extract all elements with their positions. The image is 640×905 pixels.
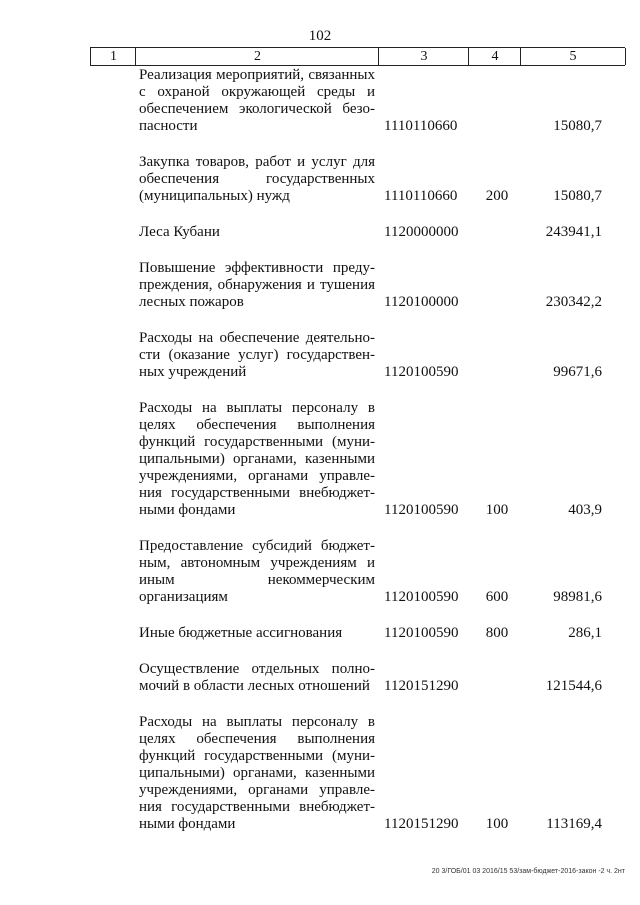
row-code: 1120100000 (384, 294, 459, 310)
row-code: 1110110660 (384, 118, 458, 134)
row-code: 1120100590 (384, 589, 459, 605)
table-row (0, 260, 640, 311)
row-description: Леса Кубани (139, 224, 220, 240)
header-col-3: 3 (378, 48, 469, 65)
row-description: Расходы на выплаты персоналу в целях обеспечения выполнения функций государственными (муни-ципальными) органами, казенными учреждениями, органами управле-ния государственными внебюджет-ными фондами (139, 400, 375, 518)
row-code: 1120100590 (384, 364, 459, 380)
row-amount: 230342,2 (545, 294, 602, 310)
footer-note: 20 3/ГОБ/01 03 2016/15 53/зам-бюджет-2016-закон -2 ч. 2нт (431, 868, 625, 875)
header-col-5: 5 (520, 48, 626, 65)
row-amount: 113169,4 (546, 816, 602, 832)
row-description: Предоставление субсидий бюджет-ным, автономным учреждениям и иным некоммерческим организациям (139, 538, 375, 605)
row-description: Расходы на выплаты персоналу в целях обеспечения выполнения функций государственными (муни-ципальными) органами, казенными учреждениями, органами управле-ния государственными внебюджет-ными фондами (139, 714, 375, 832)
row-expense-type: 800 (485, 625, 509, 641)
row-amount: 98981,6 (553, 589, 602, 605)
row-code: 1120100590 (384, 502, 459, 518)
row-description: Закупка товаров, работ и услуг для обеспечения государственных (муниципальных) нужд (139, 154, 375, 204)
row-code: 1110110660 (384, 188, 458, 204)
table-header (90, 47, 625, 66)
row-amount: 243941,1 (545, 224, 602, 240)
table-row (0, 661, 640, 695)
header-col-1: 1 (90, 48, 136, 65)
table-row (0, 714, 640, 833)
row-amount: 403,9 (568, 502, 602, 518)
row-description: Повышение эффективности преду-преждения, обнаружения и тушения лесных пожаров (139, 260, 375, 310)
table-row (0, 330, 640, 381)
row-expense-type: 600 (485, 589, 509, 605)
row-amount: 286,1 (568, 625, 602, 641)
table-body (0, 67, 640, 852)
table-row (0, 67, 640, 135)
row-amount: 99671,6 (553, 364, 602, 380)
row-description: Расходы на обеспечение деятельно-сти (оказание услуг) государствен-ных учреждений (139, 330, 375, 380)
row-expense-type: 100 (485, 816, 509, 832)
table-row (0, 154, 640, 205)
header-col-2: 2 (135, 48, 379, 65)
row-expense-type: 100 (485, 502, 509, 518)
table-row (0, 224, 640, 241)
row-expense-type: 200 (485, 188, 509, 204)
row-description: Иные бюджетные ассигнования (139, 625, 343, 641)
row-amount: 15080,7 (553, 188, 602, 204)
header-col-4: 4 (468, 48, 521, 65)
row-description: Реализация мероприятий, связанных с охраной окружающей среды и обеспечением экологической безо-пасности (139, 67, 375, 134)
row-code: 1120151290 (384, 678, 459, 694)
table-row (0, 400, 640, 519)
row-amount: 121544,6 (545, 678, 602, 694)
row-code: 1120151290 (384, 816, 459, 832)
table-row (0, 538, 640, 606)
row-code: 1120100590 (384, 625, 459, 641)
table-row (0, 625, 640, 642)
row-description: Осуществление отдельных полно-мочий в области лесных отношений (139, 661, 375, 694)
row-code: 1120000000 (384, 224, 459, 240)
page-number: 102 (308, 28, 332, 44)
row-amount: 15080,7 (553, 118, 602, 134)
